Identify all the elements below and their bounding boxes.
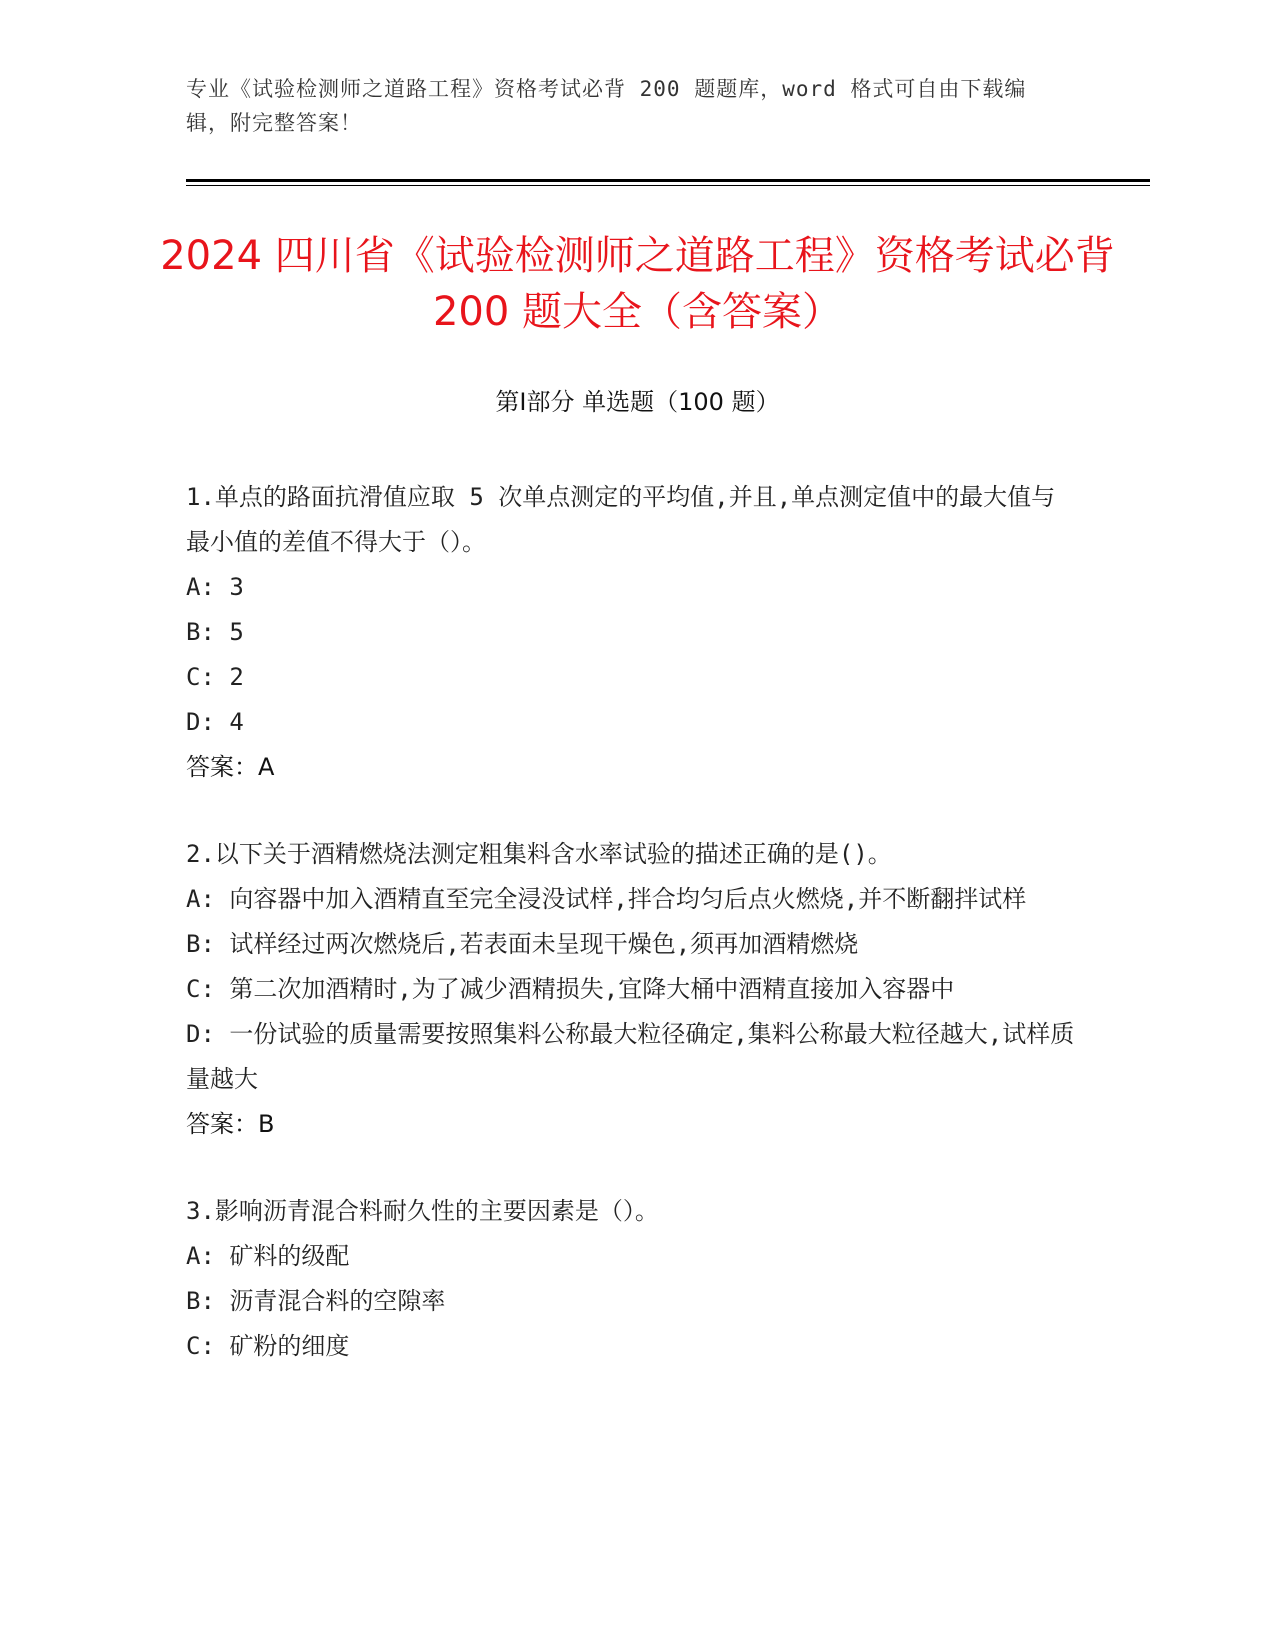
option-c: C: 矿粉的细度 — [186, 1332, 350, 1360]
option-d: D: 4 — [186, 708, 244, 736]
answer-line: 答案：B — [186, 1110, 275, 1138]
option-a: A: 3 — [186, 573, 244, 601]
option-c: C: 2 — [186, 663, 244, 691]
option-a: A: 矿料的级配 — [186, 1242, 350, 1270]
question-1 — [186, 475, 1076, 790]
question-3 — [186, 1189, 1076, 1369]
option-c: C: 第二次加酒精时,为了减少酒精损失,宜降大桶中酒精直接加入容器中 — [186, 975, 955, 1003]
answer-line: 答案：A — [186, 753, 275, 781]
question-stem: 3.影响沥青混合料耐久性的主要因素是（）。 — [186, 1197, 659, 1225]
section-heading: 第Ⅰ部分 单选题（100 题） — [495, 388, 780, 416]
question-stem: 2.以下关于酒精燃烧法测定粗集料含水率试验的描述正确的是()。 — [186, 840, 892, 868]
header-divider-thick — [186, 179, 1150, 182]
document-title: 2024 四川省《试验检测师之道路工程》资格考试必背 200 题大全（含答案） — [160, 233, 1115, 335]
option-b: B: 试样经过两次燃烧后,若表面未呈现干燥色,须再加酒精燃烧 — [186, 930, 859, 958]
option-d: D: 一份试验的质量需要按照集料公称最大粒径确定,集料公称最大粒径越大,试样质量越大 — [186, 1020, 1075, 1093]
option-b: B: 5 — [186, 618, 244, 646]
header-note: 专业《试验检测师之道路工程》资格考试必背 200 题题库，word 格式可自由下载编辑，附完整答案！ — [186, 77, 1027, 135]
header-divider-thin — [186, 185, 1150, 186]
option-a: A: 向容器中加入酒精直至完全浸没试样,拌合均匀后点火燃烧,并不断翻拌试样 — [186, 885, 1027, 913]
question-stem: 1.单点的路面抗滑值应取 5 次单点测定的平均值,并且,单点测定值中的最大值与最小值的差值不得大于（）。 — [186, 483, 1056, 556]
option-b: B: 沥青混合料的空隙率 — [186, 1287, 446, 1315]
question-list — [186, 475, 1076, 1411]
question-2 — [186, 832, 1076, 1147]
